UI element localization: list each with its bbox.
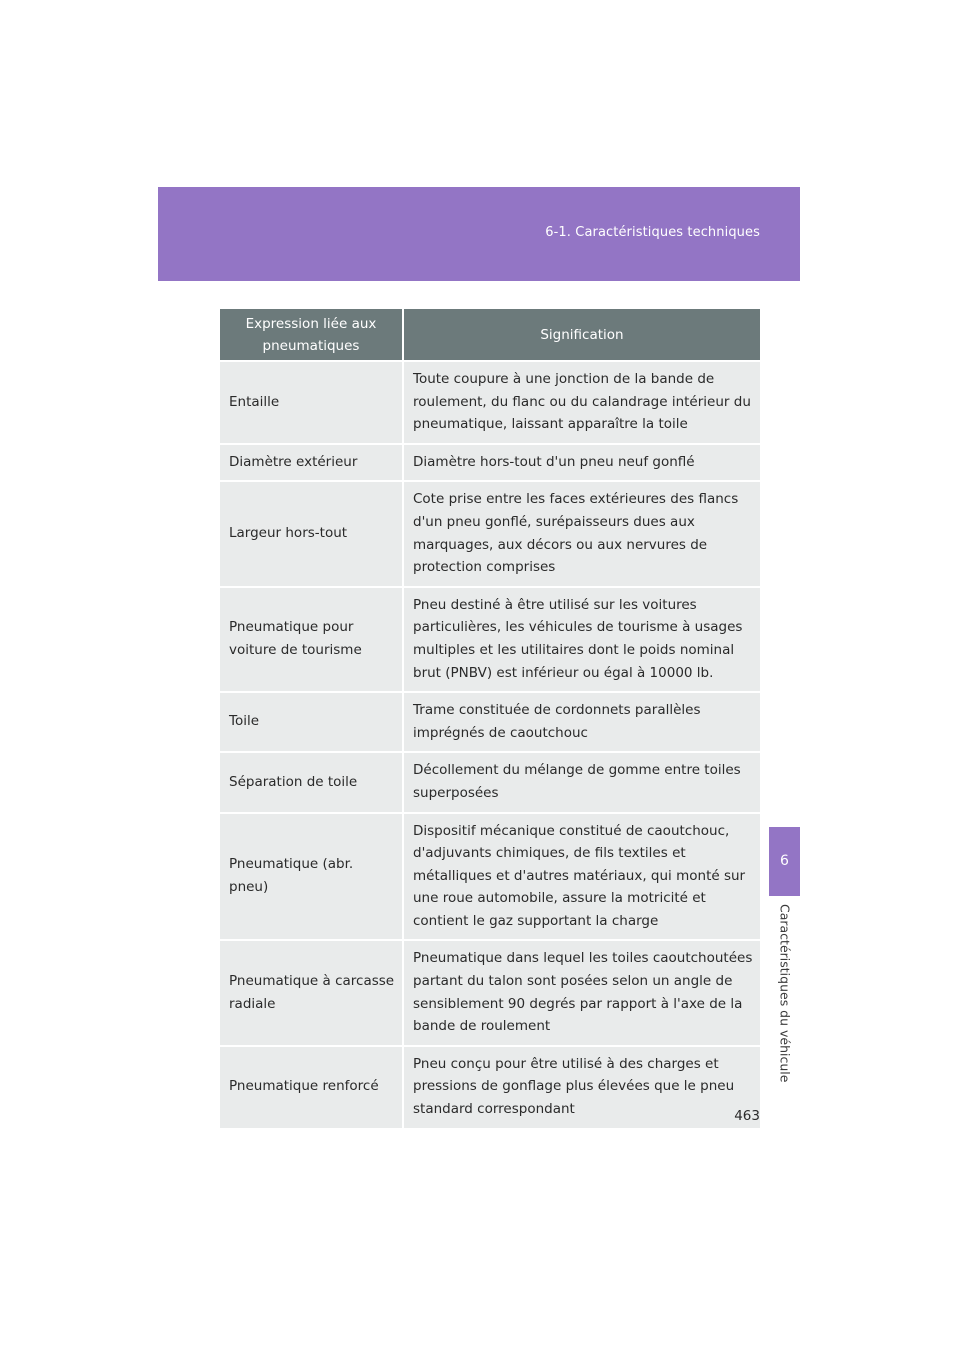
row-meaning: Trame constituée de cordonnets parallèles imprégnés de caoutchouc	[403, 692, 760, 752]
table-row	[220, 692, 760, 752]
table-row	[220, 1046, 760, 1128]
table-row	[220, 444, 760, 482]
table-row	[220, 361, 760, 444]
row-term: Largeur hors-tout	[220, 481, 403, 586]
row-term: Pneumatique à carcasse radiale	[220, 940, 403, 1045]
row-meaning: Dispositif mécanique constitué de caoutchouc, d'adjuvants chimiques, de fils textiles et métalliques et d'autres matériaux, qui monté sur une roue automobile, assure la motricité et contient le gaz supportant la charge	[403, 813, 760, 941]
row-term: Pneumatique (abr. pneu)	[220, 813, 403, 941]
row-term: Entaille	[220, 361, 403, 444]
row-term: Pneumatique pour voiture de tourisme	[220, 587, 403, 692]
row-meaning: Pneu conçu pour être utilisé à des charges et pressions de gonflage plus élevées que le pneu standard correspondant	[403, 1046, 760, 1128]
column-header-term: Expression liée aux pneumatiques	[220, 309, 403, 361]
row-term: Toile	[220, 692, 403, 752]
tire-terms-table	[220, 309, 760, 1128]
table-row	[220, 481, 760, 586]
row-meaning: Toute coupure à une jonction de la bande de roulement, du flanc ou du calandrage intérieur du pneumatique, laissant apparaître la toile	[403, 361, 760, 444]
table-row	[220, 587, 760, 692]
page-number: 463	[734, 1108, 760, 1124]
chapter-label: Caractéristiques du véhicule	[777, 904, 793, 1083]
table-row	[220, 752, 760, 812]
table-row	[220, 813, 760, 941]
table-header-row	[220, 309, 760, 361]
column-header-meaning: Signification	[403, 309, 760, 361]
chapter-number: 6	[780, 853, 789, 869]
row-meaning: Décollement du mélange de gomme entre toiles superposées	[403, 752, 760, 812]
row-meaning: Diamètre hors-tout d'un pneu neuf gonflé	[403, 444, 760, 482]
row-term: Diamètre extérieur	[220, 444, 403, 482]
section-title: 6-1. Caractéristiques techniques	[545, 225, 760, 240]
row-meaning: Cote prise entre les faces extérieures des flancs d'un pneu gonflé, surépaisseurs dues aux marquages, aux décors ou aux nervures de protection comprises	[403, 481, 760, 586]
chapter-tab	[769, 827, 800, 896]
row-meaning: Pneumatique dans lequel les toiles caoutchoutées partant du talon sont posées selon un angle de sensiblement 90 degrés par rapport à l'axe de la bande de roulement	[403, 940, 760, 1045]
row-term: Séparation de toile	[220, 752, 403, 812]
section-header-band	[158, 187, 800, 281]
table-row	[220, 940, 760, 1045]
row-term: Pneumatique renforcé	[220, 1046, 403, 1128]
row-meaning: Pneu destiné à être utilisé sur les voitures particulières, les véhicules de tourisme à usages multiples et les utilitaires dont le poids nominal brut (PNBV) est inférieur ou égal à 10000 lb.	[403, 587, 760, 692]
